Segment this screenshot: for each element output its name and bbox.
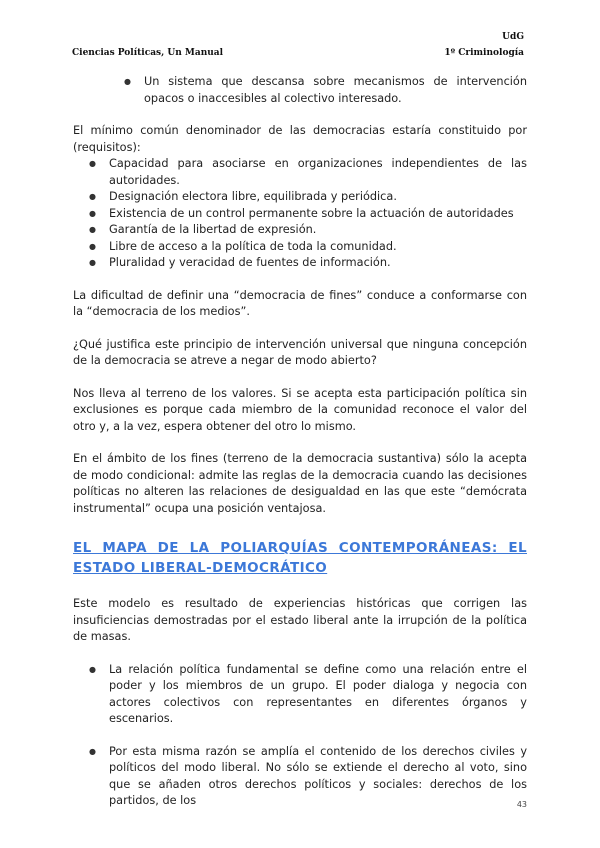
list-item: ● Existencia de un control permanente sobre la actuación de autoridades — [109, 206, 527, 223]
page-number: 43 — [516, 800, 527, 809]
paragraph-question: ¿Qué justifica este principio de intervención universal que ninguna concepción de la democracia se atreve a negar de modo abierto? — [73, 337, 527, 367]
paragraph-valores: Nos lleva al terreno de los valores. Si se acepta esta participación política sin exclusiones es porque cada miembro de la comunidad reconoce el valor del otro y, a la vez, espera obtener del otro lo mismo. — [73, 386, 527, 433]
main-bullet-list — [73, 662, 527, 810]
paragraph-modelo: Este modelo es resultado de experiencias históricas que corrigen las insuficiencias demostradas por el estado liberal ante la irrupción de la política de masas. — [73, 597, 527, 643]
section-heading[interactable]: EL MAPA DE LA POLIARQUÍAS CONTEMPORÁNEAS: EL ESTADO LIBERAL-DEMOCRÁTICO — [73, 540, 527, 576]
header-right-institution: UdG — [502, 32, 524, 42]
list-item: ● Por esta misma razón se amplía el contenido de los derechos civiles y políticos del modo liberal. No sólo se extiende el derecho al voto, sino que se añaden otros derechos políticos y sociales: derechos de los partidos, de los — [109, 744, 527, 810]
list-item: ● Libre de acceso a la política de toda la comunidad. — [109, 239, 527, 256]
page-content — [73, 74, 527, 826]
list-item: ● La relación política fundamental se define como una relación entre el poder y los miembros de un grupo. El poder dialoga y negocia con actores colectivos con representantes en diferentes órganos y escenarios. — [109, 662, 527, 728]
header-right-course: 1º Criminología — [444, 48, 524, 58]
header-left: Ciencias Políticas, Un Manual — [72, 48, 224, 58]
paragraph-fines: La dificultad de definir una “democracia de fines” conduce a conformarse con la “democracia de los medios”. — [73, 288, 527, 318]
top-bullet-list — [73, 74, 527, 107]
list-item: ● Pluralidad y veracidad de fuentes de información. — [109, 255, 527, 272]
list-item: ● Garantía de la libertad de expresión. — [109, 222, 527, 239]
requirements-list — [73, 156, 527, 272]
list-item: ● Un sistema que descansa sobre mecanismos de intervención opacos o inaccesibles al colectivo interesado. — [144, 74, 527, 107]
paragraph-ambito: En el ámbito de los fines (terreno de la democracia sustantiva) sólo la acepta de modo condicional: admite las reglas de la democracia cuando las decisiones políticas no alteren las relaciones de desigualdad en las que este “demócrata instrumental” ocupa una posición ventajosa. — [73, 452, 527, 515]
paragraph-requirements: El mínimo común denominador de las democracias estaría constituido por (requisitos): — [73, 124, 527, 154]
list-item: ● Designación electora libre, equilibrada y periódica. — [109, 189, 527, 206]
list-item: ● Capacidad para asociarse en organizaciones independientes de las autoridades. — [109, 156, 527, 189]
